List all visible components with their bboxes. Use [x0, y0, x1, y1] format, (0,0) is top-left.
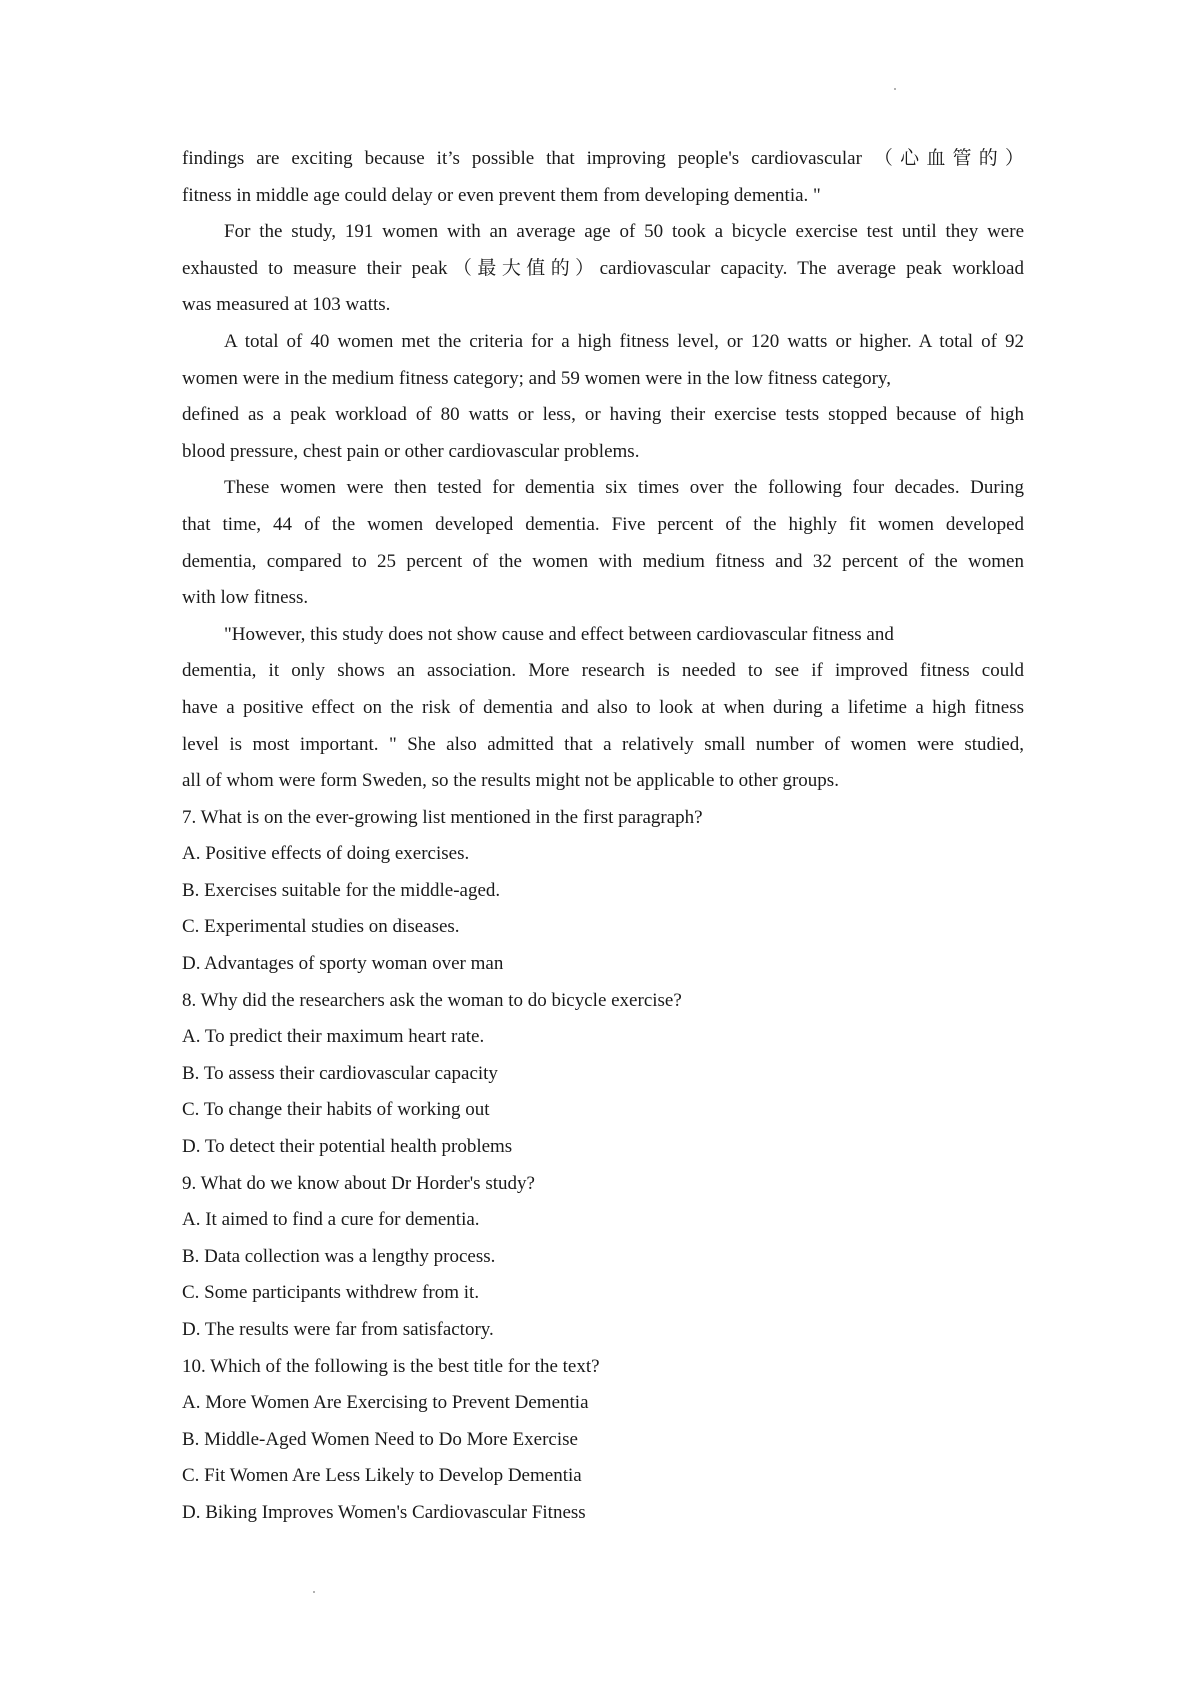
question-7 [182, 800, 1024, 983]
paragraph-line: that time, 44 of the women developed dementia. Five percent of the highly fit women developed [182, 513, 1024, 535]
answer-option: A. More Women Are Exercising to Prevent Dementia [182, 1392, 589, 1414]
paragraph-line: have a positive effect on the risk of dementia and also to look at when during a lifetime a high fitness [182, 696, 1024, 718]
paragraph-line: These women were then tested for dementia six times over the following four decades. During [224, 477, 1024, 499]
answer-option: D. To detect their potential health problems [182, 1136, 513, 1158]
paragraph [182, 141, 1024, 214]
paragraph [182, 214, 1024, 324]
answer-option: D. Biking Improves Women's Cardiovascular Fitness [182, 1501, 586, 1523]
scan-mark-top [894, 88, 896, 90]
answer-option: A. It aimed to find a cure for dementia. [182, 1209, 480, 1231]
paragraph-line: dementia, compared to 25 percent of the women with medium fitness and 32 percent of the women [182, 550, 1024, 572]
paragraph-line: For the study, 191 women with an average age of 50 took a bicycle exercise test until they were [224, 221, 1024, 243]
answer-option: B. Exercises suitable for the middle-aged. [182, 879, 501, 901]
answer-option: C. To change their habits of working out [182, 1099, 490, 1121]
answer-option: C. Experimental studies on diseases. [182, 916, 460, 938]
paragraph-line: women were in the medium fitness category; and 59 women were in the low fitness category, [182, 367, 891, 389]
paragraph-line: exhausted to measure their peak（最大值的）cardiovascular capacity. The average peak workload [182, 257, 1024, 279]
paragraph-line: fitness in middle age could delay or even prevent them from developing dementia. " [182, 184, 821, 206]
question-10 [182, 1349, 1024, 1532]
paragraph-line: blood pressure, chest pain or other cardiovascular problems. [182, 440, 640, 462]
paragraph [182, 470, 1024, 616]
answer-option: B. To assess their cardiovascular capacity [182, 1062, 498, 1084]
answer-option: D. The results were far from satisfactory. [182, 1319, 494, 1340]
paragraph-line: was measured at 103 watts. [182, 294, 391, 316]
question-9 [182, 1166, 1024, 1349]
question-stem: 8. Why did the researchers ask the woman to do bicycle exercise? [182, 989, 682, 1011]
paragraph-line: dementia, it only shows an association. More research is needed to see if improved fitness could [182, 660, 1024, 682]
paragraph [182, 617, 1024, 800]
answer-option: B. Data collection was a lengthy process. [182, 1245, 496, 1267]
answer-option: A. To predict their maximum heart rate. [182, 1026, 485, 1048]
paragraph-line: level is most important. " She also admitted that a relatively small number of women were studied, [182, 733, 1024, 755]
paragraph-line: with low fitness. [182, 587, 309, 609]
answer-option: C. Fit Women Are Less Likely to Develop Dementia [182, 1465, 582, 1487]
paragraph-line: A total of 40 women met the criteria for a high fitness level, or 120 watts or higher. A total of 92 [224, 330, 1024, 352]
paragraph-line: all of whom were form Sweden, so the results might not be applicable to other groups. [182, 770, 839, 792]
scan-mark-bottom [313, 1591, 315, 1593]
document-body [182, 141, 1024, 1532]
paragraph-line: findings are exciting because it’s possible that improving people's cardiovascular （心血管的） [182, 148, 1024, 169]
answer-option: C. Some participants withdrew from it. [182, 1282, 480, 1304]
paragraph-line: defined as a peak workload of 80 watts or less, or having their exercise tests stopped because of high [182, 404, 1024, 426]
answer-option: D. Advantages of sporty woman over man [182, 953, 504, 975]
paragraph-line: "However, this study does not show cause and effect between cardiovascular fitness and [224, 623, 894, 645]
question-stem: 7. What is on the ever-growing list mentioned in the first paragraph? [182, 806, 703, 828]
answer-option: B. Middle-Aged Women Need to Do More Exercise [182, 1428, 578, 1450]
question-stem: 9. What do we know about Dr Horder's study? [182, 1172, 535, 1194]
answer-option: A. Positive effects of doing exercises. [182, 843, 470, 865]
question-stem: 10. Which of the following is the best title for the text? [182, 1355, 600, 1377]
question-8 [182, 983, 1024, 1166]
paragraph [182, 324, 1024, 470]
